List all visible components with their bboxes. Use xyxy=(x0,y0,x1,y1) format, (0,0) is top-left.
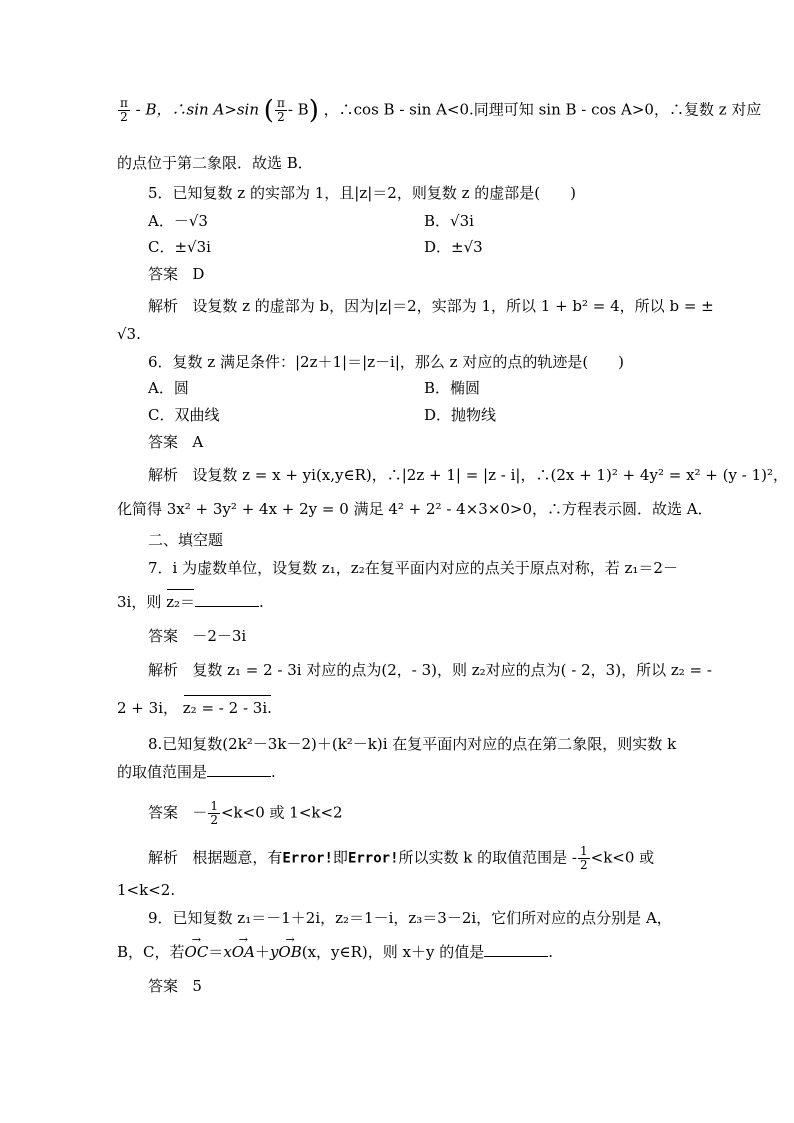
q9-stem-text: B，C，若 xyxy=(117,943,185,961)
q5-option-a: A．－√3 xyxy=(148,212,208,230)
q5-stem: 5．已知复数 z 的实部为 1，且|z|＝2，则复数 z 的虚部是( ) xyxy=(148,184,576,202)
q8-stem-text: 的取值范围是 xyxy=(117,763,208,781)
answer-value: D xyxy=(192,265,205,283)
answer-label: 答案 xyxy=(148,627,179,645)
q8-stem-line-1: 8.已知复数(2k²－3k－2)＋(k²－k)i 在复平面内对应的点在第二象限，则实数 k xyxy=(148,735,677,753)
q7-stem-line-1: 7．i 为虚数单位，设复数 z₁，z₂在复平面内对应的点关于原点对称，若 z₁＝2－ xyxy=(148,559,678,577)
analysis-text: 设复数 z = x + yi(x,y∈R)，∴|2z + 1| = |z - i|，∴(2x + 1)² + 4y² = x² + (y - 1)²， xyxy=(192,466,788,484)
analysis-connector: 即 xyxy=(332,848,348,867)
error-placeholder: Error! xyxy=(347,850,399,867)
fraction-inner: $\frac{\pi}{2}$ xyxy=(276,96,285,124)
q6-stem: 6．复数 z 满足条件：|2z＋1|＝|z－i|，那么 z 对应的点的轨迹是( ) xyxy=(148,353,625,371)
q5-option-c: C．±√3i xyxy=(148,238,211,256)
q6-analysis xyxy=(148,465,788,485)
continuation-line-1: $\frac{\pi}{2}$ - B，∴sin A>sin ( $\frac{\pi}{2}$ - B) ，∴cos B - sin A<0.同理可知 sin B - cos A>0，∴复数 z 对应 xyxy=(120,95,762,126)
analysis-label: 解析 xyxy=(148,297,179,315)
answer-label: 答案 xyxy=(148,977,179,995)
answer-value: <k<0 或 1<k<2 xyxy=(220,803,343,822)
answer-value: 5 xyxy=(192,977,202,995)
q7-analysis-line-2 xyxy=(117,698,272,718)
error-placeholder: Error! xyxy=(282,850,333,867)
continuation-text-a: - B，∴sin A>sin xyxy=(135,100,260,119)
q8-analysis xyxy=(148,845,654,872)
q5-answer xyxy=(148,264,204,284)
continuation-text-b: ，∴cos B - sin A<0.同理可知 sin B - cos A>0，∴复数 z 对应 xyxy=(323,100,762,119)
answer-label: 答案 xyxy=(148,803,179,822)
q6-option-d: D．抛物线 xyxy=(424,406,497,424)
vector-oc: → OC xyxy=(185,942,209,962)
q7-conjugate: z₂＝ xyxy=(166,593,196,611)
answer-fraction: $\frac{1}{2}$ xyxy=(210,799,218,827)
answer-label: 答案 xyxy=(148,433,179,451)
vector-ob: → OB xyxy=(278,942,301,962)
q5-option-d: D．±√3 xyxy=(424,238,483,256)
q5-analysis xyxy=(148,296,714,316)
analysis-text-post: 所以实数 k 的取值范围是 - xyxy=(398,848,577,867)
answer-label: 答案 xyxy=(148,265,179,283)
analysis-tail: <k<0 或 xyxy=(590,848,655,867)
q8-analysis-line-2: 1<k<2. xyxy=(117,881,176,899)
q6-option-b: B．椭圆 xyxy=(424,379,481,397)
analysis-text: 设复数 z 的虚部为 b，因为|z|＝2，实部为 1，所以 1 + b² = 4，所以 b = ± xyxy=(192,297,714,315)
q7-answer xyxy=(148,626,246,646)
vector-oa: → OA xyxy=(232,942,255,962)
analysis-text: 复数 z₁ = 2 - 3i 对应的点为(2，- 3)，则 z₂对应的点为( - 2，3)，所以 z₂ = - xyxy=(192,661,712,679)
q5-analysis-line-2: √3. xyxy=(117,325,141,343)
analysis-label: 解析 xyxy=(148,661,179,679)
q6-answer xyxy=(148,432,203,452)
q9-stem-line-2: B，C，若→ OC＝x→ OA＋y→ OB(x，y∈R)，则 x＋y 的值是 . xyxy=(117,942,553,962)
analysis-fraction: $\frac{1}{2}$ xyxy=(579,844,588,872)
q6-option-a: A．圆 xyxy=(148,379,189,397)
answer-value: －2－3i xyxy=(192,627,247,645)
q6-option-c: C．双曲线 xyxy=(148,406,220,424)
q7-analysis xyxy=(148,660,712,680)
q7-stem-line-2: 3i，则 z₂＝ . xyxy=(117,593,264,611)
answer-blank xyxy=(484,942,548,957)
analysis-text-a: 2 + 3i， xyxy=(117,699,178,717)
continuation-line-2: 的点位于第二象限．故选 B． xyxy=(117,154,313,172)
q9-stem-post: (x，y∈R)，则 x＋y 的值是 xyxy=(301,943,485,961)
answer-value: A xyxy=(192,433,204,451)
q9-answer xyxy=(148,976,202,996)
continuation-inner: - B xyxy=(287,100,309,119)
answer-sign: － xyxy=(192,803,208,822)
analysis-text: 根据题意，有 xyxy=(192,848,283,867)
analysis-label: 解析 xyxy=(148,848,179,867)
analysis-conjugate: z₂ = - 2 - 3i. xyxy=(182,699,272,717)
analysis-label: 解析 xyxy=(148,466,179,484)
fraction-pi-over-2: $\frac{\pi}{2}$ xyxy=(120,96,128,124)
answer-blank xyxy=(195,592,259,607)
q6-analysis-line-2: 化简得 3x² + 3y² + 4x + 2y = 0 满足 4² + 2² - 4×3×0>0，∴方程表示圆．故选 A． xyxy=(117,500,713,518)
section-title: 二、填空题 xyxy=(148,531,224,549)
q7-stem-text: 3i，则 xyxy=(117,593,162,611)
q8-stem-line-2: 的取值范围是 . xyxy=(117,763,276,781)
q5-option-b: B．√3i xyxy=(424,212,474,230)
answer-blank xyxy=(207,762,271,777)
q8-answer xyxy=(148,800,343,827)
q9-stem-line-1: 9．已知复数 z₁＝－1＋2i，z₂＝1－i，z₃＝3－2i，它们所对应的点分别是 A， xyxy=(148,909,672,927)
